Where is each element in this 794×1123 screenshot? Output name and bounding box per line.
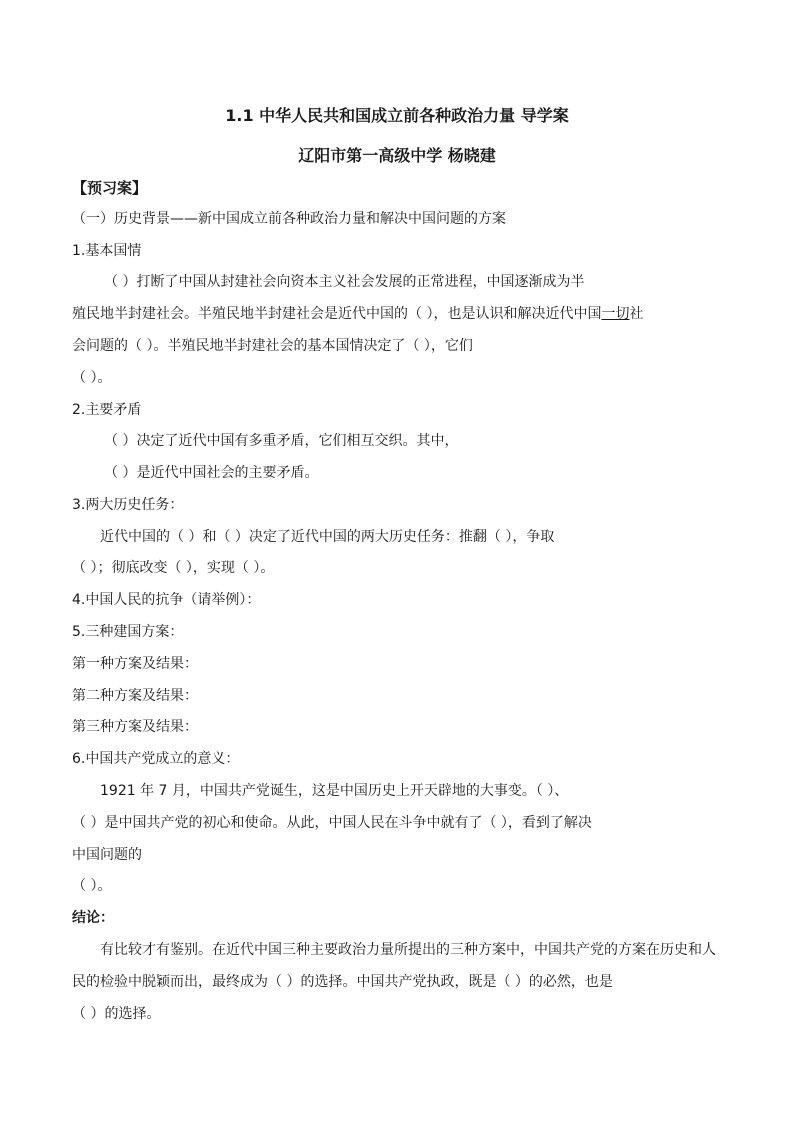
s2-line-1: （ ）决定了近代中国有多重矛盾，它们相互交织。其中， <box>104 433 459 449</box>
conclusion-line-3: （ ）的选择。 <box>72 1006 161 1022</box>
s1-line-3: 会问题的（ ）。半殖民地半封建社会的基本国情决定了（ ），它们 <box>72 338 473 354</box>
s3-line-2: （ ）；彻底改变（ ），实现（ ）。 <box>72 560 275 576</box>
part1-heading: （一）历史背景——新中国成立前各种政治力量和解决中国问题的方案 <box>72 211 506 227</box>
s6-line-3: 中国问题的 <box>72 847 142 863</box>
s2-line-2: （ ）是近代中国社会的主要矛盾。 <box>104 465 319 481</box>
s4-heading: 4.中国人民的抗争（请举例）： <box>72 592 261 608</box>
s1-line-2-text: 殖民地半封建社会。半殖民地半封建社会是近代中国的（ ），也是认识和解决近代中国 <box>72 306 602 322</box>
author-line: 辽阳市第一高级中学 杨晓建 <box>298 146 496 165</box>
s1-line-2 <box>72 305 722 323</box>
s2-heading: 2.主要矛盾 <box>72 402 142 418</box>
s6-line-2: （ ）是中国共产党的初心和使命。从此，中国人民在斗争中就有了（ ），看到了解决 <box>72 815 592 831</box>
s1-underlined-word: 一切 <box>601 306 630 322</box>
section-preview-heading: 【预习案】 <box>72 179 148 197</box>
s5-plan-3: 第三种方案及结果： <box>72 719 198 735</box>
s5-plan-2: 第二种方案及结果： <box>72 688 198 704</box>
s3-line-1: 近代中国的（ ）和（ ）决定了近代中国的两大历史任务：推翻（ ），争取 <box>100 529 555 545</box>
s6-line-4: （ ）。 <box>72 878 112 894</box>
s1-line-2-end: 社 <box>629 306 644 322</box>
s6-heading: 6.中国共产党成立的意义： <box>72 751 240 767</box>
s1-line-1: （ ）打断了中国从封建社会向资本主义社会发展的正常进程，中国逐渐成为半 <box>104 274 585 290</box>
s1-heading: 1.基本国情 <box>72 243 142 259</box>
s5-plan-1: 第一种方案及结果： <box>72 656 198 672</box>
conclusion-line-2: 民的检验中脱颖而出，最终成为（ ）的选择。中国共产党执政，既是（ ）的必然，也是 <box>72 974 613 990</box>
s3-heading: 3.两大历史任务： <box>72 497 184 513</box>
s5-heading: 5.三种建国方案： <box>72 624 184 640</box>
s6-line-1: 1921 年 7 月，中国共产党诞生，这是中国历史上开天辟地的大事变。（ ）、 <box>100 783 569 799</box>
conclusion-heading: 结论： <box>72 910 114 926</box>
document-title: 1.1 中华人民共和国成立前各种政治力量 导学案 <box>225 106 569 125</box>
conclusion-line-1: 有比较才有鉴别。在近代中国三种主要政治力量所提出的三种方案中，中国共产党的方案在历史和人 <box>100 942 716 958</box>
s1-line-4: （ ）。 <box>72 370 112 386</box>
